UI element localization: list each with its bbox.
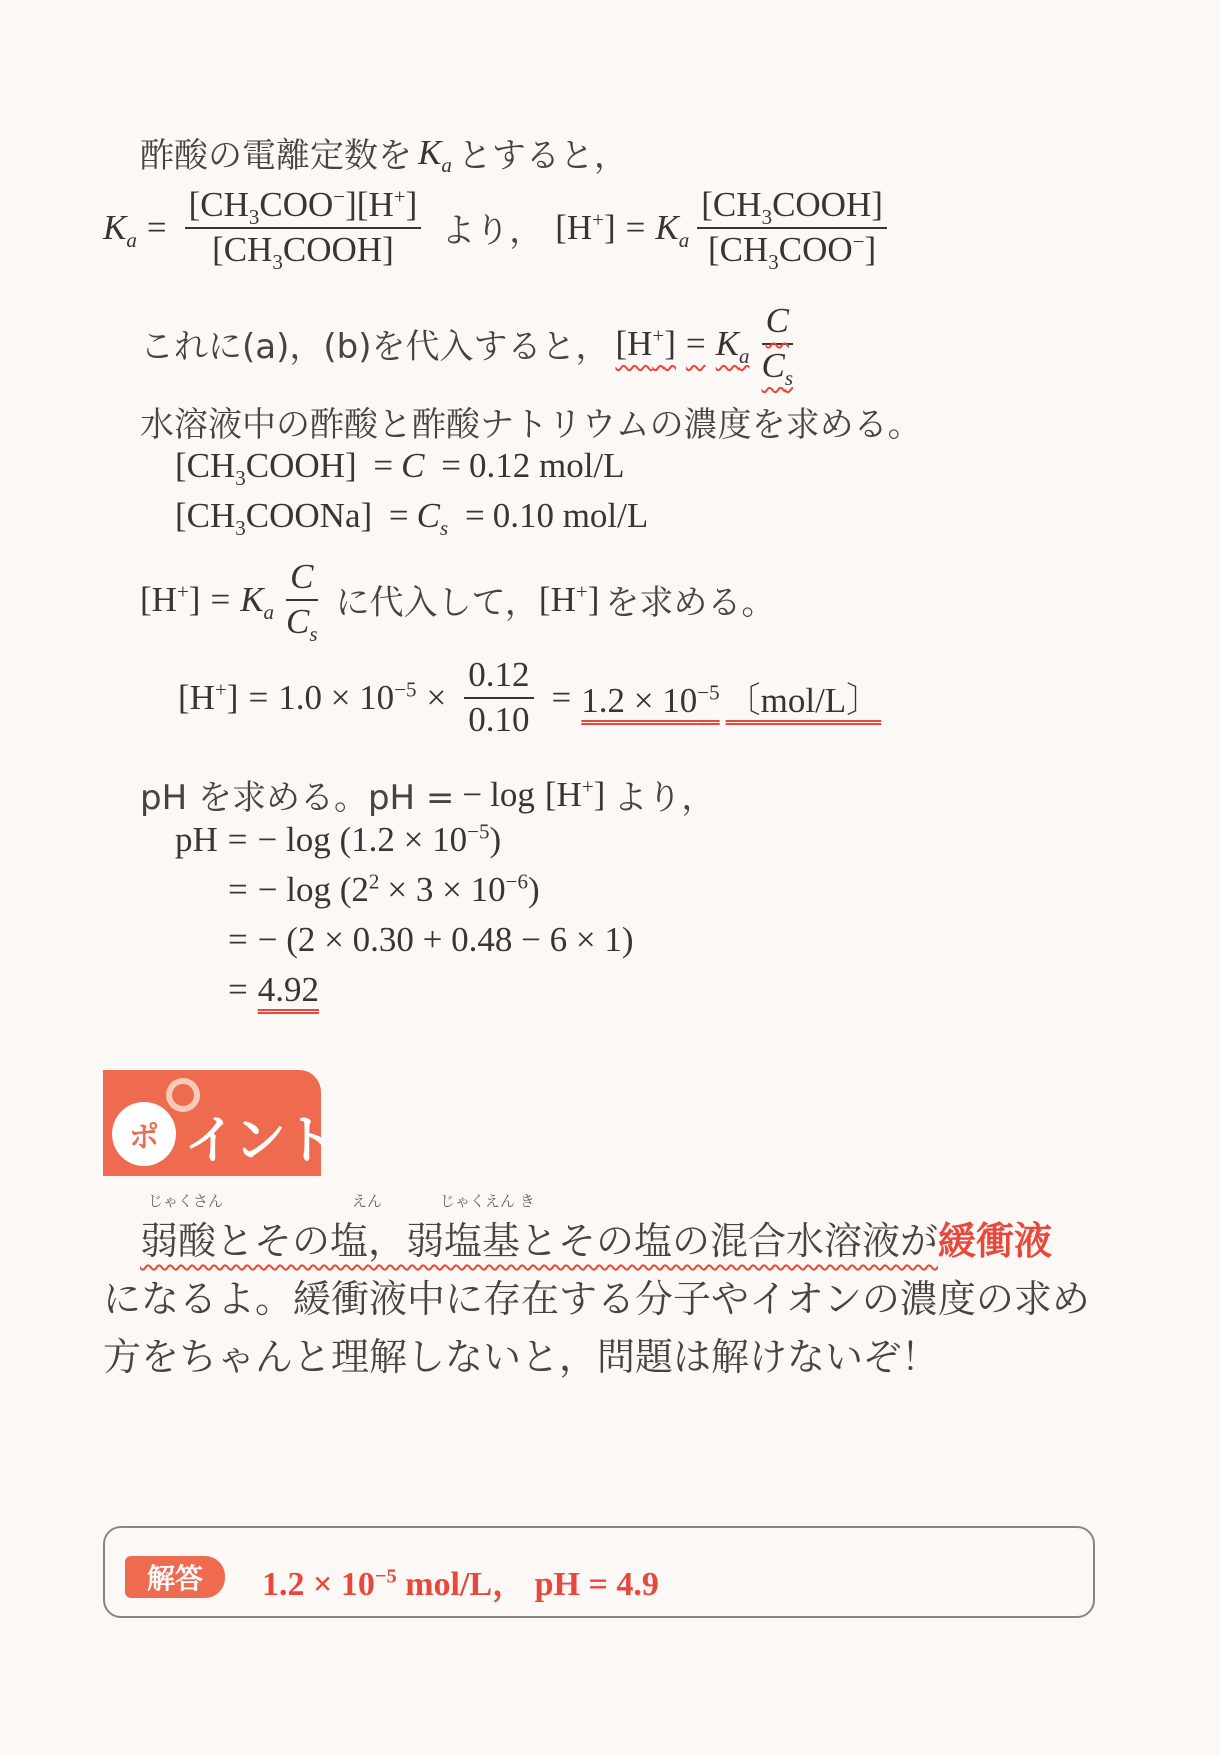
intro-line	[140, 128, 628, 177]
h-calculation: [H+] = $1.0 \times 10^{-5}$ × $\frac{0.12}{0.10}$ = $1.2 \times 10^{-5}$ 〔mol/L〕	[178, 655, 882, 739]
point-paragraph-line-2: になるよ。緩衝液中に存在する分子やイオンの濃度の求め	[103, 1277, 1090, 1321]
equals-sign: =	[146, 207, 167, 247]
furigana-3: じゃくえん き	[440, 1192, 535, 1210]
ka-fraction	[185, 184, 422, 274]
answer-tag: 解答	[125, 1556, 225, 1598]
h-formula-highlighted: [H+] = $K_a$ $\frac{C}{C_s}$	[615, 301, 794, 390]
point-paragraph-line-3: 方をちゃんと理解しないと，問題は解けないぞ！	[103, 1335, 940, 1379]
substitute-line	[140, 301, 805, 390]
ph-step-1: pH = − $\log (1.2 \times 10^{-5})$	[175, 819, 502, 859]
substitute-prefix: これに(a)，(b)を代入すると，	[140, 327, 610, 367]
h-result: $1.2 \times 10^{-5}$ 〔mol/L〕	[581, 679, 882, 720]
acetic-acid-conc: $[CH_3COOH] = C = 0.12$ mol/L	[175, 446, 625, 490]
ph-step-4: = 4.92	[228, 970, 319, 1009]
ratio-fraction: $\frac{0.12}{0.10}$	[464, 656, 533, 739]
furigana-1: じゃくさん	[148, 1192, 224, 1210]
h-fraction: $\frac{[CH_3COOH]}{[CH_3COO^-]}$	[697, 186, 887, 269]
from-label: より，	[441, 211, 544, 251]
sodium-acetate-conc: $[CH_3COONa] = C_s = 0.10$ mol/L	[175, 496, 649, 540]
intro-prefix: 酢酸の電離定数を	[140, 136, 412, 176]
concentration-heading: 水溶液中の酢酸と酢酸ナトリウムの濃度を求める。	[140, 405, 922, 445]
ka-numerator: $[CH_3COO^-][H^+]$	[185, 186, 422, 229]
h-ion: [H+]	[555, 206, 616, 247]
ka-symbol-2: $K_a$	[655, 207, 690, 252]
point-paragraph-line-1: 弱酸とその塩，弱塩基とその塩の混合水溶液が緩衝液	[140, 1219, 1053, 1263]
ka-denominator: $[CH_3COOH]$	[212, 229, 394, 274]
equals-sign-2: =	[625, 207, 646, 247]
ph-step-3: = − (2 × 0.30 + 0.48 − 6 × 1)	[228, 920, 634, 959]
c-over-cs: $\frac{C}{C_s}$	[286, 557, 318, 646]
ph-result: 4.92	[257, 970, 319, 1009]
ka-lhs: $K_a$	[103, 207, 137, 252]
ka-equation	[103, 184, 895, 274]
furigana-2: えん	[352, 1192, 383, 1210]
intro-suffix: とすると，	[457, 136, 628, 176]
substitute-line-2: [H+] = $K_a$ $\frac{C}{C_s}$ に代入して， [H+] を求める。	[140, 557, 776, 646]
point-label: イント	[184, 1111, 335, 1171]
point-mark-icon: ポ	[112, 1102, 176, 1166]
ka-symbol: $K_a$	[418, 132, 452, 177]
ph-heading: pH を求める。pH = − log [H+] より，	[140, 773, 716, 818]
answer-text: $1.2 \times 10^{-5}$ mol/L， pH = 4.9	[262, 1565, 659, 1603]
ph-step-2: = − $\log (2^2 \times 3 \times 10^{-6})$	[228, 869, 540, 909]
